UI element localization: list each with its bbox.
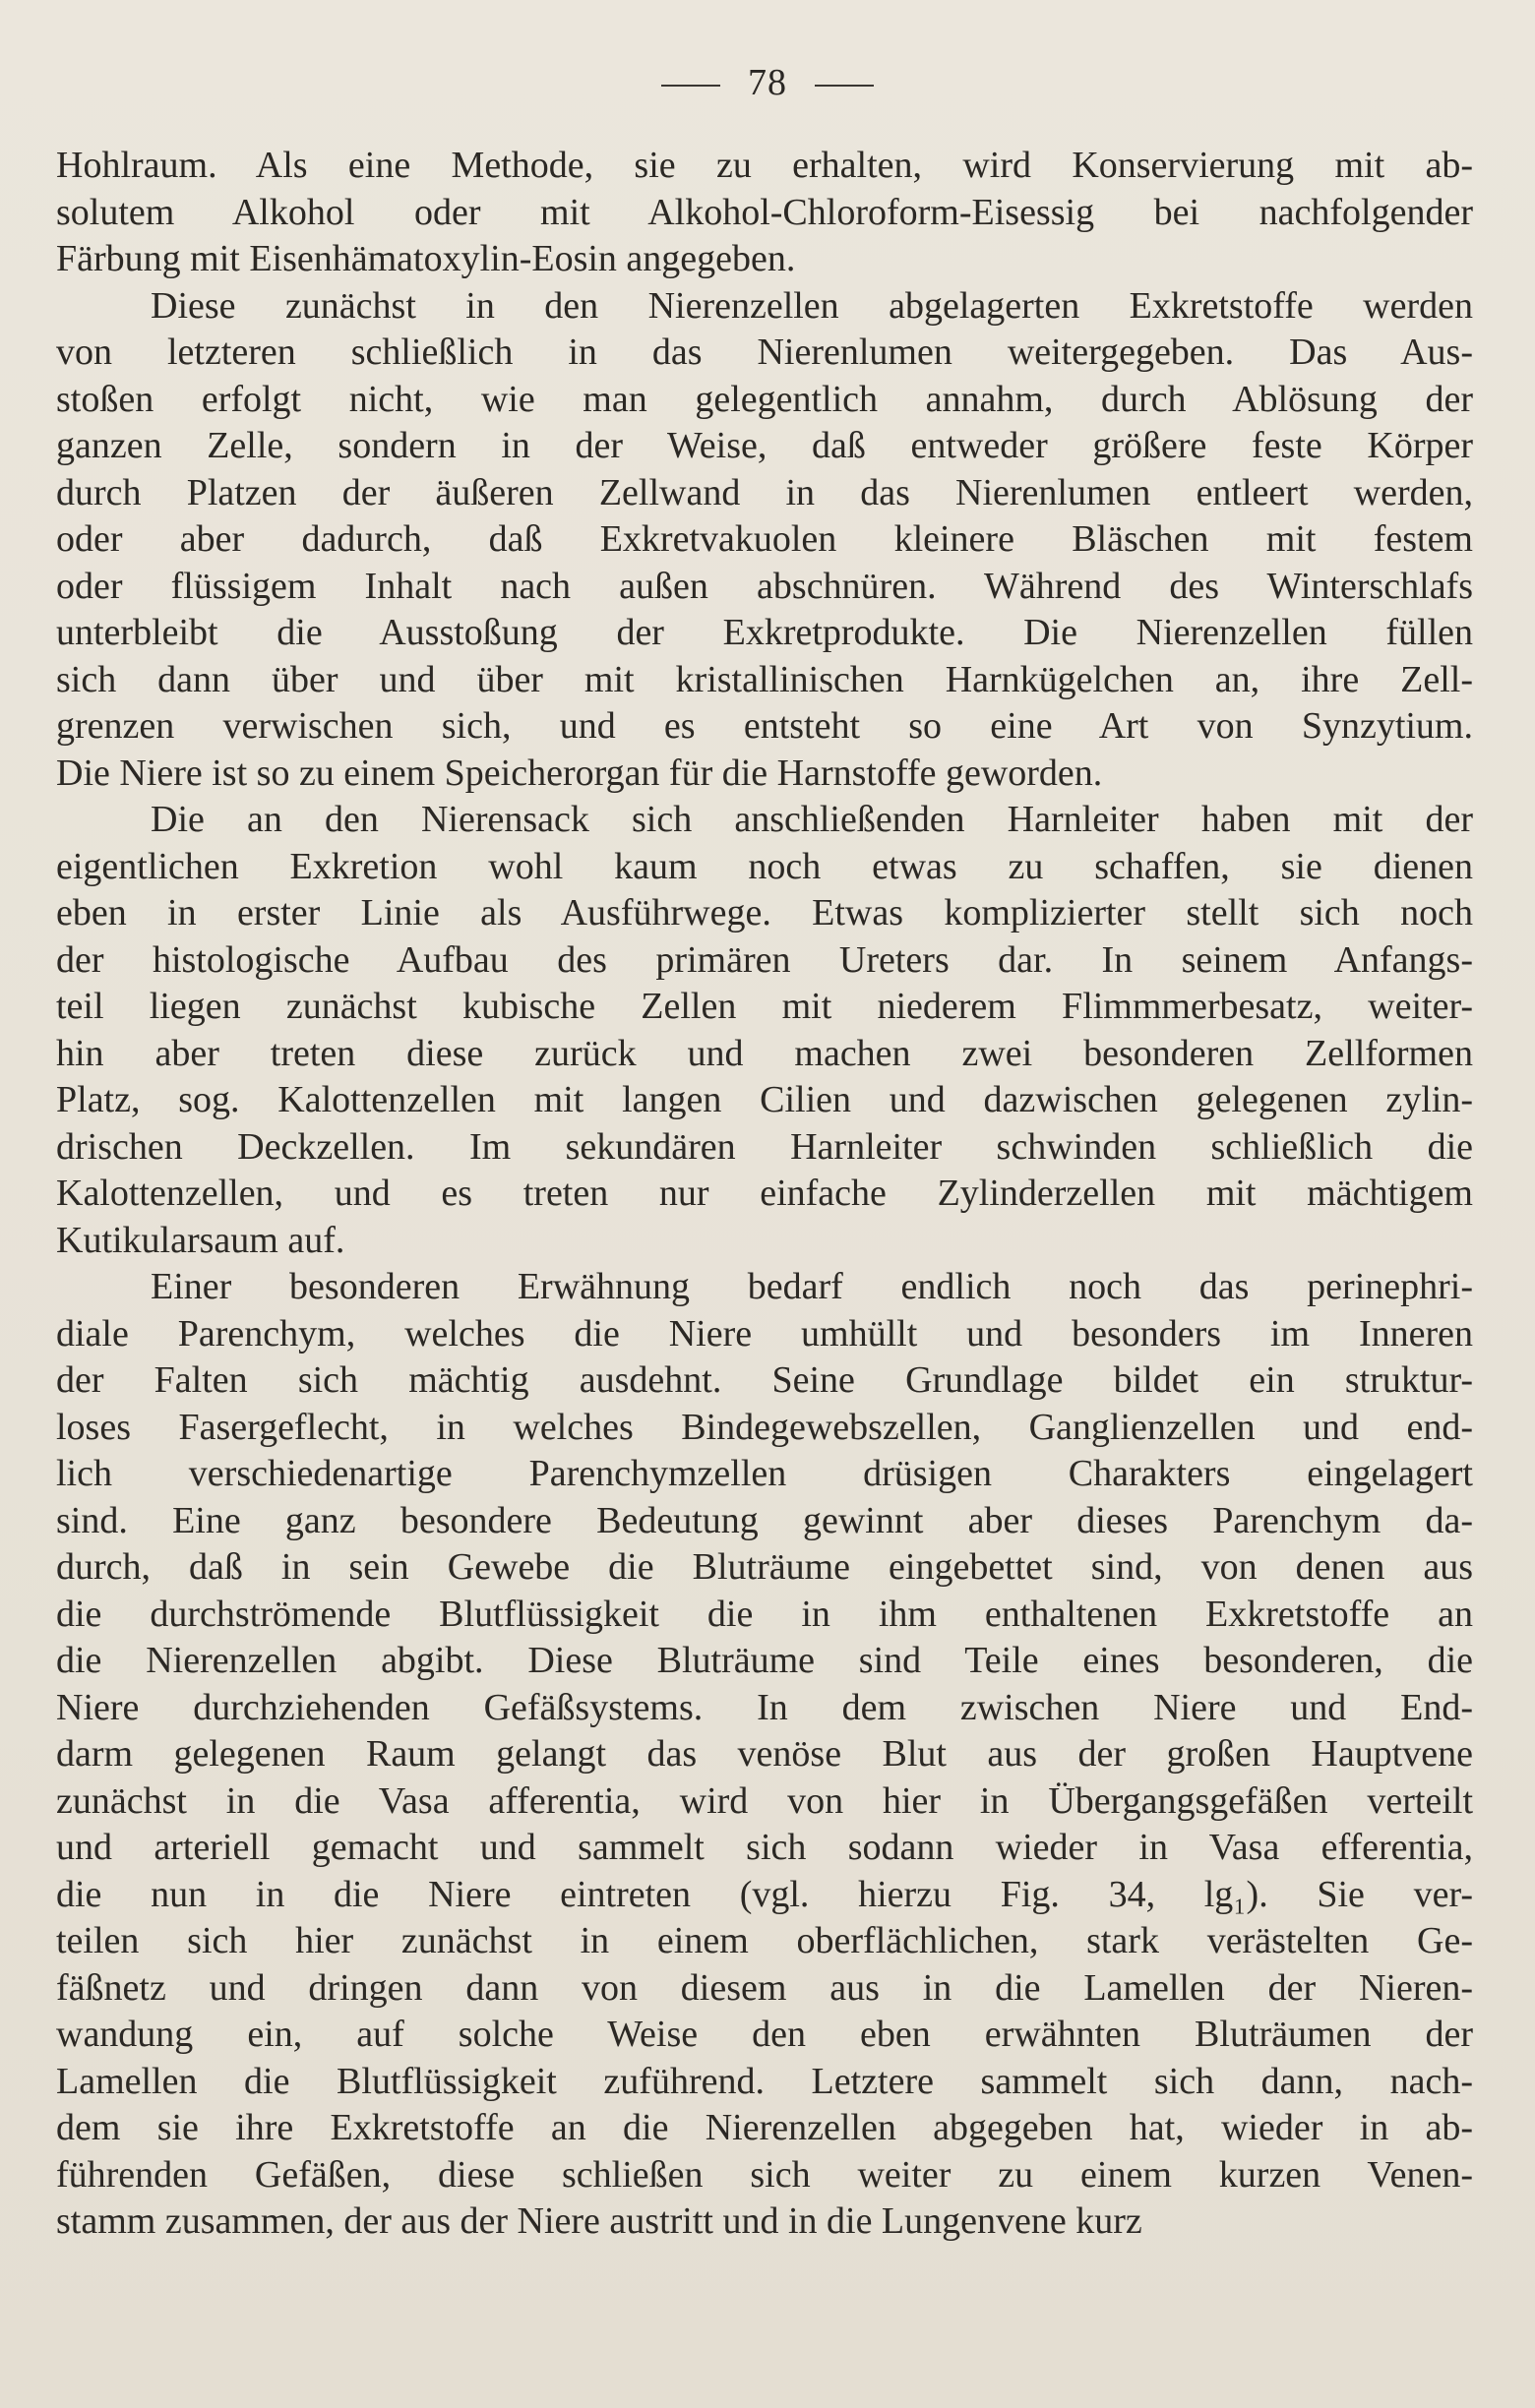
text-line: hin aber treten diese zurück und machen zwei besonderen Zellformen: [56, 1032, 1473, 1074]
text-line: sich dann über und über mit kristallinischen Harnkügelchen an, ihre Zell-: [56, 658, 1473, 700]
text-line: oder aber dadurch, daß Exkretvakuolen kleinere Bläschen mit festem: [56, 518, 1473, 560]
text-line: teil liegen zunächst kubische Zellen mit niederem Flimmmerbesatz, weiter-: [56, 986, 1473, 1027]
text-line: die durchströmende Blutflüssigkeit die in ihm enthaltenen Exkretstoffe an: [56, 1593, 1473, 1635]
text-line: darm gelegenen Raum gelangt das venöse Blut aus der großen Hauptvene: [56, 1733, 1473, 1775]
text-line: der Falten sich mächtig ausdehnt. Seine Grundlage bildet ein struktur-: [56, 1359, 1473, 1401]
page-header: [0, 61, 1535, 104]
text-line: solutem Alkohol oder mit Alkohol-Chloroform-Eisessig bei nachfolgender: [56, 191, 1473, 233]
text-line: von letzteren schließlich in das Nierenlumen weitergegeben. Das Aus-: [56, 331, 1473, 373]
text-line: stoßen erfolgt nicht, wie man gelegentlich annahm, durch Ablösung der: [56, 378, 1473, 420]
text-line: Diese zunächst in den Nierenzellen abgelagerten Exkretstoffe werden: [151, 284, 1473, 327]
text-line: Färbung mit Eisenhämatoxylin-Eosin angegeben.: [56, 238, 796, 279]
text-line: lich verschiedenartige Parenchymzellen drüsigen Charakters eingelagert: [56, 1453, 1473, 1494]
text-line: Platz, sog. Kalottenzellen mit langen Cilien und dazwischen gelegenen zylin-: [56, 1079, 1473, 1120]
text-line: Die Niere ist so zu einem Speicherorgan für die Harnstoffe geworden.: [56, 752, 1103, 794]
text-line: eben in erster Linie als Ausführwege. Etwas komplizierter stellt sich noch: [56, 892, 1473, 933]
paragraph: [56, 1264, 1473, 2246]
text-line: Hohlraum. Als eine Methode, sie zu erhalten, wird Konservierung mit ab-: [56, 145, 1473, 186]
text-line: diale Parenchym, welches die Niere umhüllt und besonders im Inneren: [56, 1312, 1473, 1354]
text-line: der histologische Aufbau des primären Ureters dar. In seinem Anfangs-: [56, 938, 1473, 981]
text-line: grenzen verwischen sich, und es entsteht so eine Art von Synzytium.: [56, 705, 1473, 747]
text-line: Lamellen die Blutflüssigkeit zuführend. Letztere sammelt sich dann, nach-: [56, 2060, 1473, 2102]
text-line: drischen Deckzellen. Im sekundären Harnleiter schwinden schließlich die: [56, 1125, 1473, 1168]
text-line: zunächst in die Vasa afferentia, wird von hier in Übergangsgefäßen verteilt: [56, 1779, 1473, 1822]
text-line: eigentlichen Exkretion wohl kaum noch etwas zu schaffen, sie dienen: [56, 845, 1473, 887]
header-dash-right: [815, 85, 874, 87]
text-line: teilen sich hier zunächst in einem oberflächlichen, stark verästelten Ge-: [56, 1920, 1473, 1961]
text-line: unterbleibt die Ausstoßung der Exkretprodukte. Die Nierenzellen füllen: [56, 612, 1473, 653]
text-line: oder flüssigem Inhalt nach außen abschnüren. Während des Winterschlafs: [56, 565, 1473, 607]
text-line: die Nierenzellen abgibt. Diese Bluträume sind Teile eines besonderen, die: [56, 1640, 1473, 1681]
header-dash-left: [661, 85, 720, 87]
text-line: stamm zusammen, der aus der Niere austritt und in die Lungenvene kurz: [56, 2200, 1142, 2242]
page-number: 78: [748, 62, 787, 103]
text-line: Die an den Nierensack sich anschließenden Harnleiter haben mit der: [151, 799, 1473, 840]
page-body-text: [56, 143, 1473, 2246]
text-line: führenden Gefäßen, diese schließen sich weiter zu einem kurzen Venen-: [56, 2153, 1473, 2196]
text-line: Kalottenzellen, und es treten nur einfache Zylinderzellen mit mächtigem: [56, 1173, 1473, 1214]
text-line: ganzen Zelle, sondern in der Weise, daß entweder größere feste Körper: [56, 425, 1473, 466]
text-line: loses Fasergeflecht, in welches Bindegewebszellen, Ganglienzellen und end-: [56, 1406, 1473, 1448]
text-line: durch, daß in sein Gewebe die Bluträume eingebettet sind, von denen aus: [56, 1546, 1473, 1588]
text-line: Einer besonderen Erwähnung bedarf endlich noch das perinephri-: [151, 1266, 1473, 1307]
text-line: Kutikularsaum auf.: [56, 1219, 345, 1261]
text-line: fäßnetz und dringen dann von diesem aus in die Lamellen der Nieren-: [56, 1966, 1473, 2009]
text-line: und arteriell gemacht und sammelt sich sodann wieder in Vasa efferentia,: [56, 1827, 1473, 1868]
paragraph: [56, 283, 1473, 798]
text-line: wandung ein, auf solche Weise den eben erwähnten Bluträumen der: [56, 2014, 1473, 2055]
text-line: Niere durchziehenden Gefäßsystems. In dem zwischen Niere und End-: [56, 1686, 1473, 1728]
paragraph: [56, 143, 1473, 283]
text-line: dem sie ihre Exkretstoffe an die Nierenzellen abgegeben hat, wieder in ab-: [56, 2107, 1473, 2148]
paragraph: [56, 797, 1473, 1264]
text-line: sind. Eine ganz besondere Bedeutung gewinnt aber dieses Parenchym da-: [56, 1499, 1473, 1541]
text-line: durch Platzen der äußeren Zellwand in das Nierenlumen entleert werden,: [56, 471, 1473, 513]
text-line: die nun in die Niere eintreten (vgl. hierzu Fig. 34, lg₁). Sie ver-: [56, 1873, 1473, 1915]
